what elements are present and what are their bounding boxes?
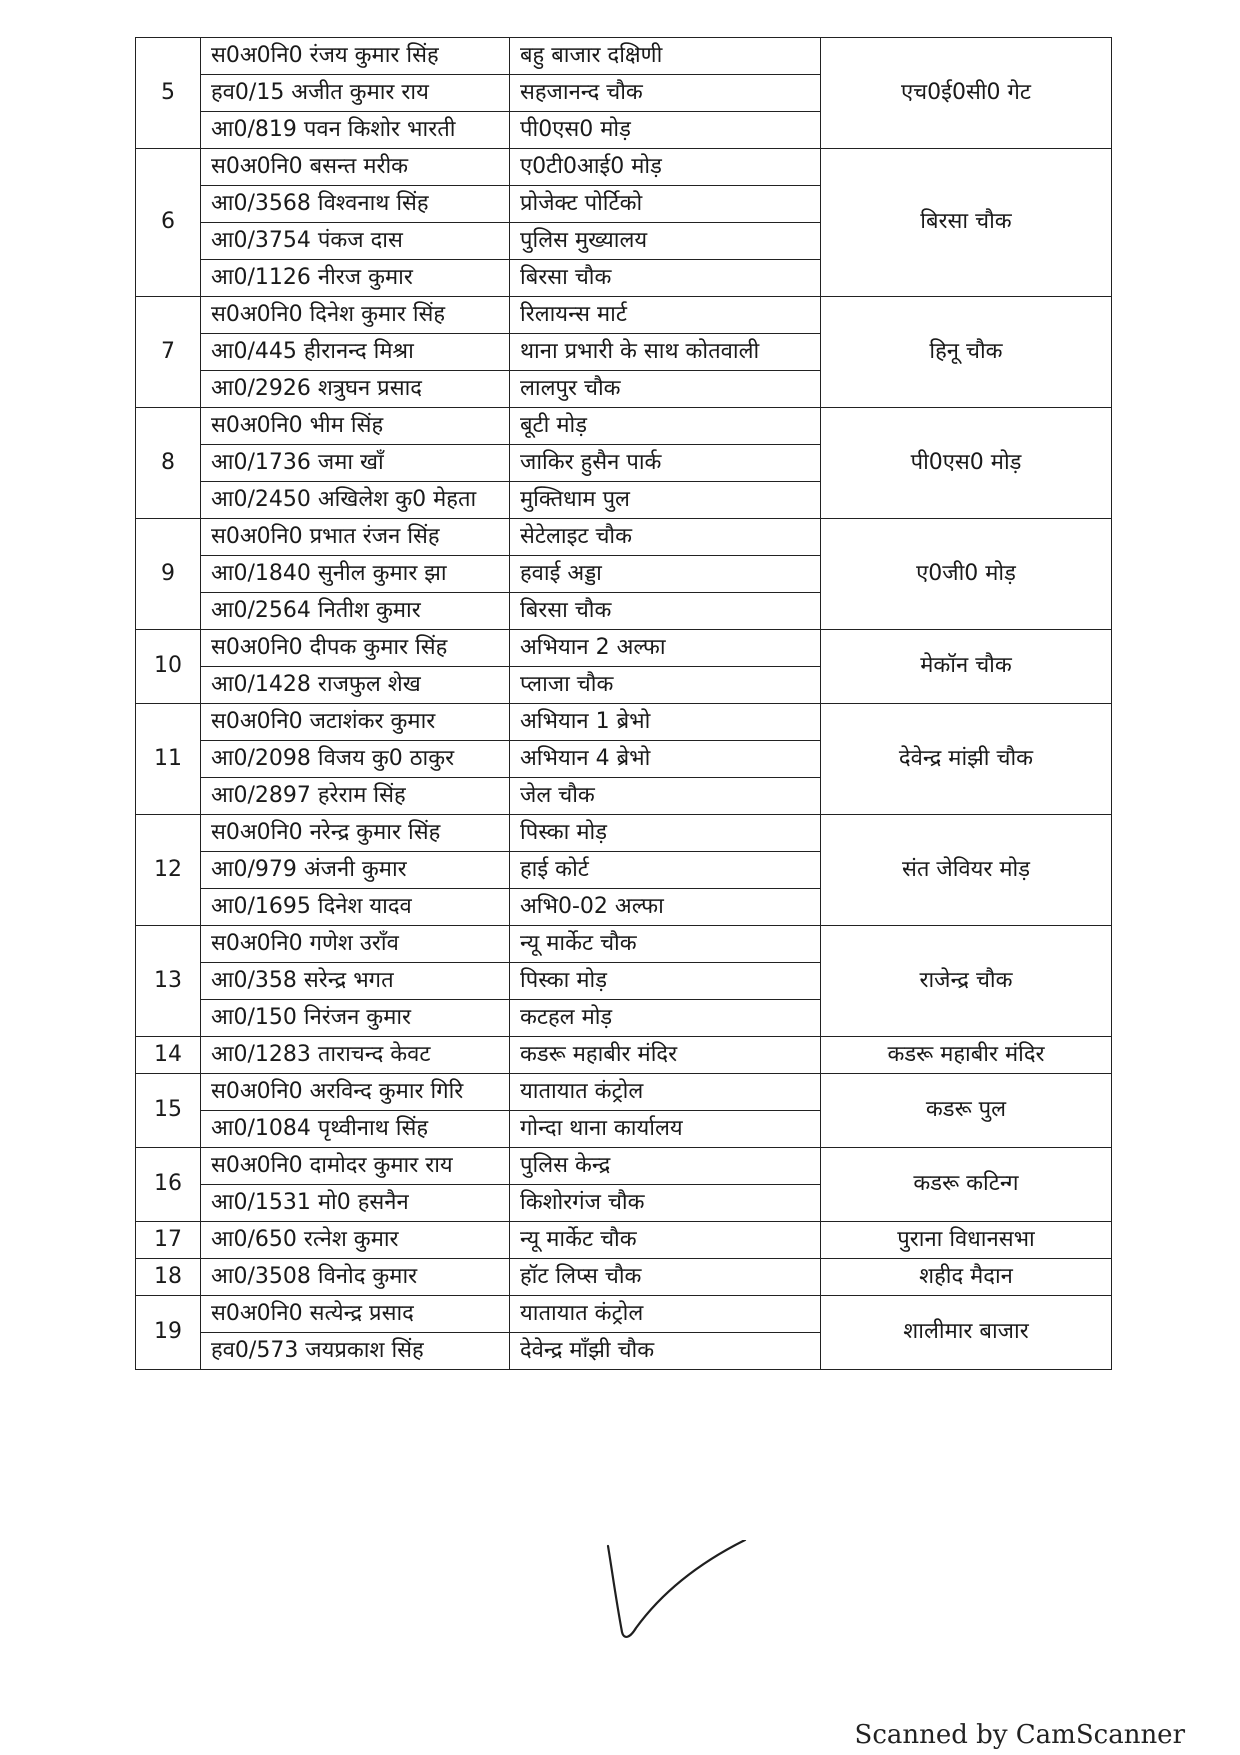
officer-cell: आ0/2897 हरेराम सिंह [201, 778, 510, 815]
duty-location-cell: बहु बाजार दक्षिणी [510, 38, 821, 75]
officer-cell: आ0/2098 विजय कु0 ठाकुर [201, 741, 510, 778]
duty-location-cell: न्यू मार्केट चौक [510, 1222, 821, 1259]
officer-cell: आ0/1084 पृथ्वीनाथ सिंह [201, 1111, 510, 1148]
duty-point-cell: कडरू महाबीर मंदिर [821, 1037, 1112, 1074]
table-row [136, 926, 1112, 963]
officer-cell: आ0/819 पवन किशोर भारती [201, 112, 510, 149]
duty-location-cell: यातायात कंट्रोल [510, 1074, 821, 1111]
duty-location-cell: मुक्तिधाम पुल [510, 482, 821, 519]
table-row [136, 1074, 1112, 1111]
duty-point-cell: ए0जी0 मोड़ [821, 519, 1112, 630]
officer-cell: आ0/3568 विश्वनाथ सिंह [201, 186, 510, 223]
serial-number-cell: 6 [136, 149, 201, 297]
duty-location-cell: अभियान 4 ब्रेभो [510, 741, 821, 778]
officer-cell: आ0/3508 विनोद कुमार [201, 1259, 510, 1296]
duty-point-cell: बिरसा चौक [821, 149, 1112, 297]
table-row [136, 704, 1112, 741]
duty-location-cell: अभियान 2 अल्फा [510, 630, 821, 667]
duty-location-cell: सेटेलाइट चौक [510, 519, 821, 556]
officer-cell: हव0/15 अजीत कुमार राय [201, 75, 510, 112]
table-row [136, 519, 1112, 556]
duty-location-cell: कडरू महाबीर मंदिर [510, 1037, 821, 1074]
duty-roster-table [135, 37, 1112, 1370]
table-row [136, 38, 1112, 75]
duty-location-cell: देवेन्द्र माँझी चौक [510, 1333, 821, 1370]
duty-location-cell: ए0टी0आई0 मोड़ [510, 149, 821, 186]
officer-cell: आ0/445 हीरानन्द मिश्रा [201, 334, 510, 371]
serial-number-cell: 16 [136, 1148, 201, 1222]
table-row [136, 149, 1112, 186]
duty-location-cell: अभि0-02 अल्फा [510, 889, 821, 926]
officer-cell: आ0/1736 जमा खाँ [201, 445, 510, 482]
duty-location-cell: गोन्दा थाना कार्यालय [510, 1111, 821, 1148]
serial-number-cell: 13 [136, 926, 201, 1037]
officer-cell: हव0/573 जयप्रकाश सिंह [201, 1333, 510, 1370]
officer-cell: आ0/1531 मो0 हसनैन [201, 1185, 510, 1222]
serial-number-cell: 15 [136, 1074, 201, 1148]
duty-location-cell: प्रोजेक्ट पोर्टिको [510, 186, 821, 223]
duty-point-cell: एच0ई0सी0 गेट [821, 38, 1112, 149]
officer-cell: स0अ0नि0 जटाशंकर कुमार [201, 704, 510, 741]
duty-location-cell: सहजानन्द चौक [510, 75, 821, 112]
table-row [136, 297, 1112, 334]
duty-location-cell: हाई कोर्ट [510, 852, 821, 889]
duty-location-cell: हवाई अड्डा [510, 556, 821, 593]
duty-location-cell: अभियान 1 ब्रेभो [510, 704, 821, 741]
duty-location-cell: थाना प्रभारी के साथ कोतवाली [510, 334, 821, 371]
officer-cell: आ0/1428 राजफुल शेख [201, 667, 510, 704]
duty-location-cell: यातायात कंट्रोल [510, 1296, 821, 1333]
officer-cell: स0अ0नि0 गणेश उराँव [201, 926, 510, 963]
officer-cell: स0अ0नि0 नरेन्द्र कुमार सिंह [201, 815, 510, 852]
duty-location-cell: कटहल मोड़ [510, 1000, 821, 1037]
duty-location-cell: बिरसा चौक [510, 260, 821, 297]
officer-cell: स0अ0नि0 रंजय कुमार सिंह [201, 38, 510, 75]
officer-cell: आ0/1126 नीरज कुमार [201, 260, 510, 297]
serial-number-cell: 18 [136, 1259, 201, 1296]
duty-point-cell: संत जेवियर मोड़ [821, 815, 1112, 926]
officer-cell: आ0/1695 दिनेश यादव [201, 889, 510, 926]
duty-location-cell: पुलिस मुख्यालय [510, 223, 821, 260]
duty-location-cell: बिरसा चौक [510, 593, 821, 630]
table-row [136, 1148, 1112, 1185]
duty-point-cell: शहीद मैदान [821, 1259, 1112, 1296]
duty-point-cell: राजेन्द्र चौक [821, 926, 1112, 1037]
officer-cell: स0अ0नि0 सत्येन्द्र प्रसाद [201, 1296, 510, 1333]
duty-point-cell: कडरू पुल [821, 1074, 1112, 1148]
duty-location-cell: पिस्का मोड़ [510, 963, 821, 1000]
duty-point-cell: कडरू कटिन्ग [821, 1148, 1112, 1222]
serial-number-cell: 12 [136, 815, 201, 926]
table-row [136, 408, 1112, 445]
duty-location-cell: पी0एस0 मोड़ [510, 112, 821, 149]
duty-location-cell: जेल चौक [510, 778, 821, 815]
officer-cell: स0अ0नि0 बसन्त मरीक [201, 149, 510, 186]
duty-location-cell: लालपुर चौक [510, 371, 821, 408]
duty-roster-body [136, 38, 1112, 1370]
officer-cell: स0अ0नि0 अरविन्द कुमार गिरि [201, 1074, 510, 1111]
duty-location-cell: पिस्का मोड़ [510, 815, 821, 852]
table-row [136, 815, 1112, 852]
duty-point-cell: देवेन्द्र मांझी चौक [821, 704, 1112, 815]
officer-cell: स0अ0नि0 दिनेश कुमार सिंह [201, 297, 510, 334]
serial-number-cell: 5 [136, 38, 201, 149]
duty-location-cell: न्यू मार्केट चौक [510, 926, 821, 963]
table-row [136, 1259, 1112, 1296]
duty-location-cell: बूटी मोड़ [510, 408, 821, 445]
officer-cell: स0अ0नि0 भीम सिंह [201, 408, 510, 445]
officer-cell: आ0/150 निरंजन कुमार [201, 1000, 510, 1037]
duty-location-cell: किशोरगंज चौक [510, 1185, 821, 1222]
serial-number-cell: 17 [136, 1222, 201, 1259]
duty-point-cell: शालीमार बाजार [821, 1296, 1112, 1370]
officer-cell: स0अ0नि0 दामोदर कुमार राय [201, 1148, 510, 1185]
table-row [136, 1222, 1112, 1259]
officer-cell: आ0/979 अंजनी कुमार [201, 852, 510, 889]
officer-cell: आ0/2564 नितीश कुमार [201, 593, 510, 630]
duty-location-cell: रिलायन्स मार्ट [510, 297, 821, 334]
duty-point-cell: पी0एस0 मोड़ [821, 408, 1112, 519]
duty-point-cell: हिनू चौक [821, 297, 1112, 408]
serial-number-cell: 11 [136, 704, 201, 815]
officer-cell: स0अ0नि0 प्रभात रंजन सिंह [201, 519, 510, 556]
duty-location-cell: प्लाजा चौक [510, 667, 821, 704]
duty-point-cell: मेकॉन चौक [821, 630, 1112, 704]
duty-location-cell: पुलिस केन्द्र [510, 1148, 821, 1185]
serial-number-cell: 8 [136, 408, 201, 519]
serial-number-cell: 9 [136, 519, 201, 630]
officer-cell: आ0/1283 ताराचन्द केवट [201, 1037, 510, 1074]
officer-cell: आ0/2450 अखिलेश कु0 मेहता [201, 482, 510, 519]
signature-checkmark [600, 1540, 750, 1650]
table-row [136, 630, 1112, 667]
duty-location-cell: जाकिर हुसैन पार्क [510, 445, 821, 482]
officer-cell: आ0/1840 सुनील कुमार झा [201, 556, 510, 593]
duty-location-cell: हॉट लिप्स चौक [510, 1259, 821, 1296]
officer-cell: आ0/2926 शत्रुघन प्रसाद [201, 371, 510, 408]
duty-point-cell: पुराना विधानसभा [821, 1222, 1112, 1259]
table-row [136, 1037, 1112, 1074]
officer-cell: आ0/3754 पंकज दास [201, 223, 510, 260]
serial-number-cell: 10 [136, 630, 201, 704]
officer-cell: आ0/650 रत्नेश कुमार [201, 1222, 510, 1259]
table-row [136, 1296, 1112, 1333]
serial-number-cell: 7 [136, 297, 201, 408]
scanner-watermark: Scanned by CamScanner [854, 1720, 1185, 1750]
officer-cell: आ0/358 सरेन्द्र भगत [201, 963, 510, 1000]
serial-number-cell: 19 [136, 1296, 201, 1370]
serial-number-cell: 14 [136, 1037, 201, 1074]
officer-cell: स0अ0नि0 दीपक कुमार सिंह [201, 630, 510, 667]
